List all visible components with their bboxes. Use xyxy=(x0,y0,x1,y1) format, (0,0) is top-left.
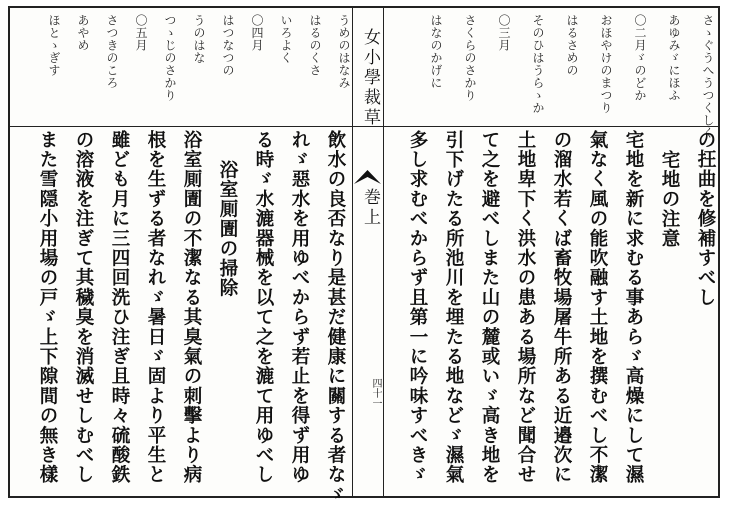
text-line: 雖ども月に三四回洗ひ注ぎ且時々硫酸鉄 xyxy=(109,130,130,485)
headnote-right xyxy=(388,8,718,139)
headnote-column: 〇四月 xyxy=(250,14,264,52)
headnote-column: つゝじのさかり xyxy=(163,14,177,102)
headnote-column: うめのはなみ xyxy=(337,14,351,89)
headnote-column: 〇二月ゞのどか xyxy=(633,14,647,102)
headnote-column: ほとゝぎす xyxy=(47,14,61,77)
headnote-column: はるさめの xyxy=(565,14,579,77)
text-line: 根を生ずる者なれゞ暑日ゞ固より平生と xyxy=(145,130,166,485)
text-line: 浴室厠圊の不潔なる其臭氣の刺擊より病 xyxy=(181,130,202,485)
headnote-column: はるのくさ xyxy=(308,14,322,77)
text-line: 引下げたる所池川を埋たる地などゞ濕氣 xyxy=(443,130,464,485)
section-heading: 宅地の注意 xyxy=(659,150,680,249)
text-line: 多し求むべからず且第一に吟味すべきゞ xyxy=(407,130,428,485)
text-line: の溶液を注ぎて其穢臭を消滅せしむべし xyxy=(73,130,94,485)
main-text-right xyxy=(388,130,718,492)
headnote-column: はなのかげに xyxy=(429,14,443,89)
text-line: 土地卑下く洪水の患ある場所など聞合せ xyxy=(515,130,536,485)
text-line: また雪隠小用場の戸ゞ上下隙間の無き樣 xyxy=(37,130,58,485)
headnote-column: 〇五月 xyxy=(134,14,148,52)
volume-label: 巻上 xyxy=(360,188,380,228)
headnote-column: あやめ xyxy=(76,14,90,52)
section-heading: 浴室厠圊の掃除 xyxy=(217,160,238,298)
text-line: れゞ惡水を用ゆべからず若止を得ず用ゆ xyxy=(289,130,310,485)
book-title: 女小學裁草 xyxy=(360,28,380,128)
text-line: 宅地を新に求むる事あらゞ高燥にして濕 xyxy=(623,130,644,485)
book-page-spread xyxy=(8,6,720,505)
headnote-column: いろよく xyxy=(279,14,293,64)
text-line: 氣なく風の能吹融す土地を撰むべし不潔 xyxy=(587,130,608,485)
headnote-left xyxy=(16,8,350,126)
headnote-column: はつなつの xyxy=(221,14,235,77)
main-text-left xyxy=(16,130,346,505)
headnote-column: 〇三月 xyxy=(497,14,511,52)
headnote-column: そのひはうらゝか xyxy=(531,14,545,114)
headnote-column: うのはな xyxy=(192,14,206,64)
text-line: 飲水の良否なり是甚だ健康に關する者なゞ xyxy=(325,130,346,505)
gyobi-mark-icon xyxy=(354,168,381,184)
headnote-column: おほやけのまつり xyxy=(599,14,613,114)
headnote-column: あゆみゞにほふ xyxy=(667,14,681,102)
text-line: て之を避べしまた山の麓或いゞ高き地を xyxy=(479,130,500,485)
text-line: の抂曲を修補すべし xyxy=(695,130,716,308)
text-line: の溜水若くば畜牧場屠牛所ある近邉次に xyxy=(551,130,572,485)
headnote-column: さゝぐうへうつくしく xyxy=(701,14,715,139)
headnote-column: さくらのさかり xyxy=(463,14,477,102)
text-line: る時ゞ水漉器械を以て之を漉て用ゆべし xyxy=(253,130,274,485)
headnote-column: さつきのころ xyxy=(105,14,119,89)
center-gutter xyxy=(352,8,384,496)
page-number: 四十一 xyxy=(370,378,381,408)
